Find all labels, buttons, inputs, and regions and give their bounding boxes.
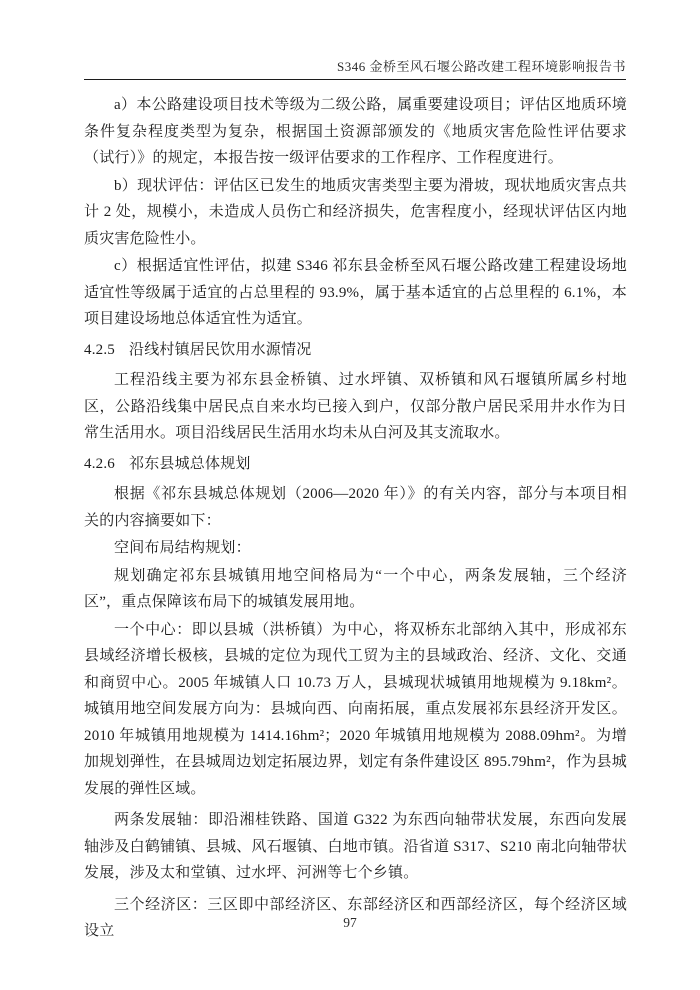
header-rule	[84, 79, 626, 80]
running-header-title: S346 金桥至风石堰公路改建工程环境影响报告书	[337, 59, 626, 74]
section-425-body: 工程沿线主要为祁东县金桥镇、过水坪镇、双桥镇和风石堰镇所属乡村地区，公路沿线集中居民点自来水均已接入到户，仅部分散户居民采用井水作为日常生活用水。项目沿线居民生活用水均未从白河及其支流取水。	[84, 372, 627, 441]
geology-item-c: c）根据适宜性评估，拟建 S346 祁东县金桥至风石堰公路改建工程建设场地适宜性等级属于适宜的占总里程的 93.9%，属于基本适宜的占总里程的 6.1%，本项目建设场地总体适宜性为适宜。	[84, 258, 627, 327]
page-number: 97	[343, 915, 357, 930]
section-heading-426	[84, 451, 627, 478]
geology-item-b: b）现状评估：评估区已发生的地质灾害类型主要为滑坡，现状地质灾害点共计 2 处，规模小，未造成人员伤亡和经济损失，危害程度小，经现状评估区内地质灾害危险性小。	[84, 177, 627, 247]
section-426-intro: 根据《祁东县城总体规划（2006—2020 年）》的有关内容，部分与本项目相关的内容摘要如下：	[84, 486, 627, 529]
page-header	[84, 56, 626, 80]
section-title: 沿线村镇居民饮用水源情况	[129, 341, 312, 358]
section-heading-425	[84, 337, 627, 364]
one-center-paragraph: 一个中心：即以县城（洪桥镇）为中心，将双桥东北部纳入其中，形成祁东县域经济增长极核，县城的定位为现代工贸为主的县域政治、经济、文化、交通和商贸中心。2005 年城镇人口 10.73 万人，县城现状城镇用地规模为 9.18km²。城镇用地空间发展方向为：县城向西、向南拓展，重点发展祁东县经济开发区。2010 年城镇用地规模为 1414.16hm²；2020 年城镇用地规模为 2088.09hm²。为增加规划弹性，在县城周边划定拓展边界，划定有条件建设区 895.79hm²，作为县城发展的弹性区域。	[84, 621, 627, 797]
spatial-layout-heading: 空间布局结构规划：	[114, 540, 251, 556]
section-title: 祁东县城总体规划	[129, 455, 251, 472]
spatial-layout-plan: 规划确定祁东县城镇用地空间格局为“一个中心，两条发展轴，三个经济区”，重点保障该布局下的城镇发展用地。	[84, 567, 627, 610]
geology-item-a: a）本公路建设项目技术等级为二级公路，属重要建设项目；评估区地质环境条件复杂程度类型为复杂，根据国土资源部颁发的《地质灾害危险性评估要求（试行）》的规定，本报告按一级评估要求的工作程序、工作程度进行。	[84, 97, 627, 166]
section-number: 4.2.6	[84, 455, 115, 472]
document-body	[84, 92, 627, 946]
three-zones-paragraph: 三个经济区：三区即中部经济区、东部经济区和西部经济区，每个经济区域设立	[84, 896, 627, 939]
section-number: 4.2.5	[84, 341, 115, 358]
two-axes-paragraph: 两条发展轴：即沿湘桂铁路、国道 G322 为东西向轴带状发展，东西向发展轴涉及白鹤铺镇、县城、风石堰镇、白地市镇。沿省道 S317、S210 南北向轴带状发展，涉及太和堂镇、过水坪、河洲等七个乡镇。	[84, 812, 627, 881]
